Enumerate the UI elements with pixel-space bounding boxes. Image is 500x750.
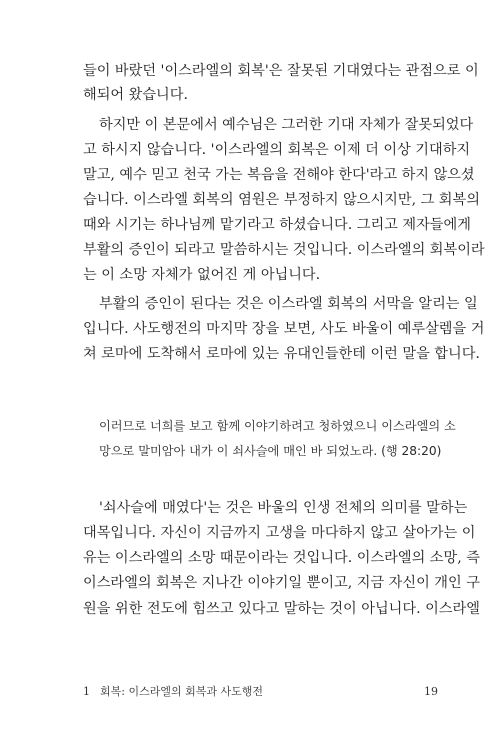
footer-chapter-number: 1: [83, 685, 90, 698]
body-line: 습니다. 이스라엘 회복의 염원은 부정하지 않으시지만, 그 회복의: [83, 192, 480, 208]
body-line: 부활의 증인이 되라고 말씀하시는 것입니다. 이스라엘의 회복이라: [83, 242, 485, 258]
body-line: 는 이 소망 자체가 없어진 게 아닙니다.: [83, 267, 321, 283]
body-line: 들이 바랐던 '이스라엘의 회복'은 잘못된 기대였다는 관점으로 이: [83, 63, 479, 79]
body-line: 원을 위한 전도에 힘쓰고 있다고 말하는 것이 아닙니다. 이스라엘: [83, 601, 480, 617]
body-line: 대목입니다. 자신이 지금까지 고생을 마다하지 않고 살아가는 이: [83, 525, 476, 541]
body-line: 이스라엘의 회복은 지나간 이야기일 뿐이고, 지금 자신이 개인 구: [83, 575, 480, 591]
body-line: 고 하시지 않습니다. '이스라엘의 회복은 이제 더 이상 기대하지: [83, 142, 471, 158]
body-line: 해되어 왔습니다.: [83, 87, 188, 103]
body-line: '쇠사슬에 매였다'는 것은 바울의 인생 전체의 의미를 말하는: [99, 500, 468, 516]
page-number: 19: [424, 685, 438, 698]
body-line: 하지만 이 본문에서 예수님은 그러한 기대 자체가 잘못되었다: [99, 117, 474, 133]
body-line: 때와 시기는 하나님께 맡기라고 하셨습니다. 그리고 제자들에게: [83, 217, 471, 233]
body-line: 입니다. 사도행전의 마지막 장을 보면, 사도 바울이 예루살렘을 거: [83, 321, 485, 337]
body-line: 말고, 예수 믿고 천국 가는 복음을 전해야 한다'라고 하지 않으셨: [83, 167, 475, 183]
scripture-quote-line: 망으로 말미암아 내가 이 쇠사슬에 매인 바 되었노라. (행 28:20): [99, 444, 442, 458]
body-line: 유는 이스라엘의 소망 때문이라는 것입니다. 이스라엘의 소망, 즉: [83, 550, 480, 566]
body-line: 부활의 증인이 된다는 것은 이스라엘 회복의 서막을 알리는 일: [99, 296, 478, 312]
body-line: 쳐 로마에 도착해서 로마에 있는 유대인들한테 이런 말을 합니다.: [83, 346, 480, 362]
footer-chapter-title: 회복: 이스라엘의 회복과 사도행전: [100, 685, 263, 698]
scripture-quote-line: 이러므로 너희를 보고 함께 이야기하려고 청하였으니 이스라엘의 소: [99, 419, 456, 433]
